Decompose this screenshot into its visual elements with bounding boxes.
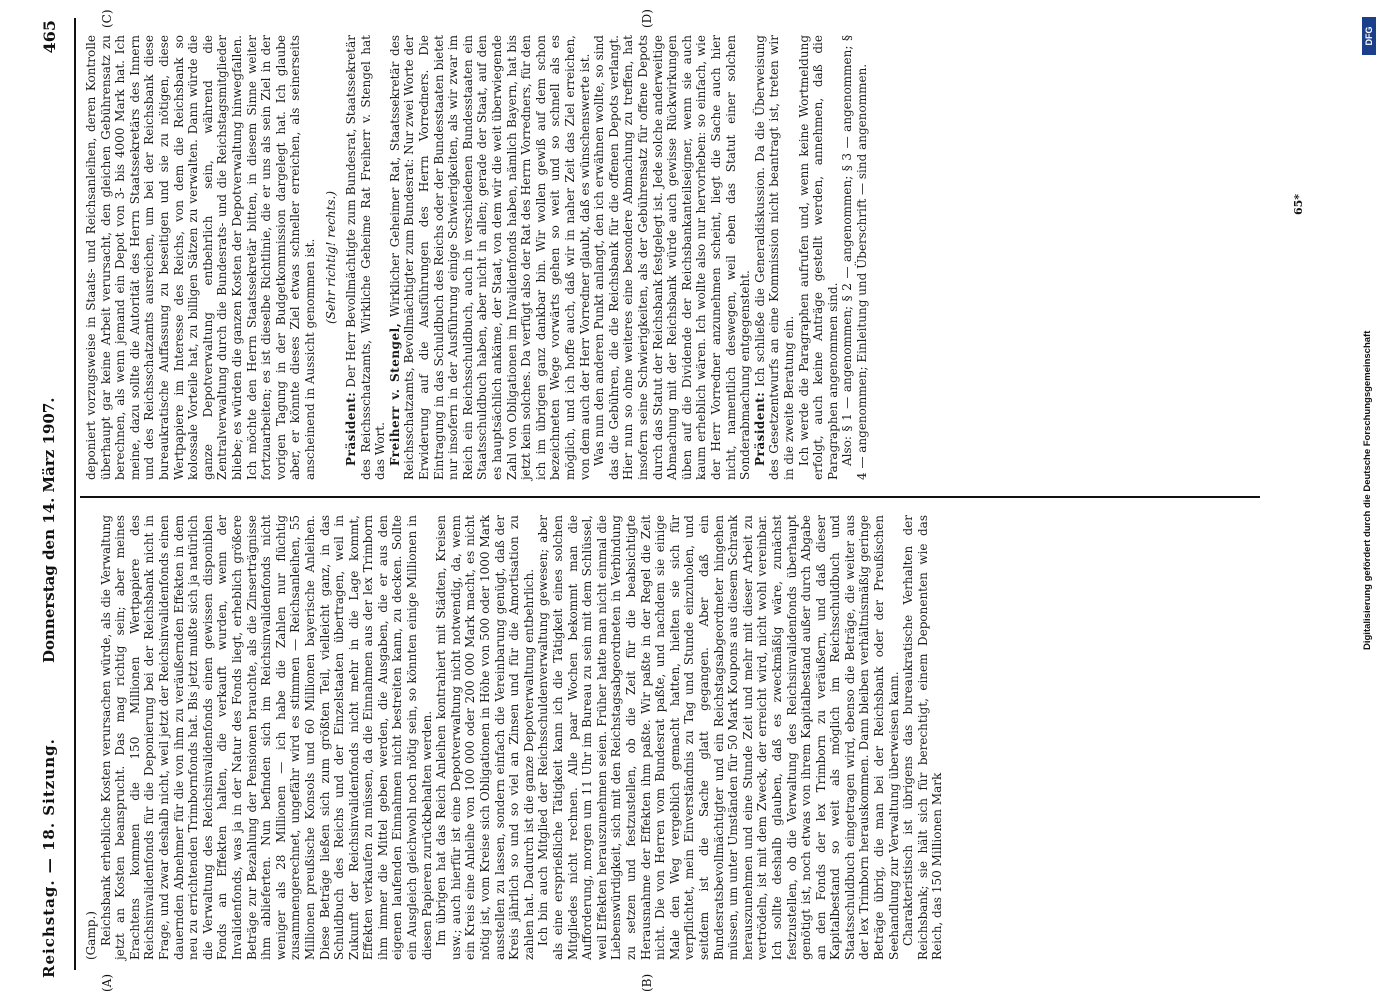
dfg-logo: DFG: [1362, 17, 1376, 55]
marker-b: (B): [640, 973, 654, 992]
header-rule: [74, 18, 76, 970]
marker-d: (D): [640, 9, 654, 28]
left-paragraph-4: Charakteristisch ist übrigens das bureaukratische Verhalten der Reichsbank; sie hält sich für berechtigt, einem Deponenten wie das Reich, das 150 Millionen Mark: [901, 515, 945, 960]
president2-text: Ich schließe die Generaldiskussion. Da die Überweisung des Gesetzentwurfs an eine Kommission nicht beantragt ist, treten wir in die zweite Beratung ein.: [752, 35, 796, 480]
marker-a: (A): [100, 973, 114, 992]
interjection: (Sehr richtig! rechts.): [323, 190, 338, 325]
left-paragraph-3: Ich bin auch Mitglied der Reichsschuldenverwaltung gewesen; aber als eine ersprießliche Tätigkeit kann ich die Tätigkeit eines solchen Mitgliedes nicht rechnen. Alle paar Wochen bekommt man die Aufforderung, morgen um 11 Uhr im Bureau zu sein mit dem Schlüssel, weil Effekten herauszunehmen seien. Früher hatte man nicht einmal die Liebenswürdigkeit, sich mit den Reichstagsabgeordneten in Verbindung zu setzen und festzustellen, ob die Zeit für die beabsichtigte Herausnahme der Effekten ihm paßte. Wir paßte in der Regel die Zeit nicht. Die von Herren vom Bundesrat paßte, und nachdem sie einige Male den Weg vergeblich gemacht hatten, hielten sie sich für verpflichtet, mein Einverständnis zu Tag und Stunde einzuholen, und seitdem ist die Sache glatt gegangen. Aber daß ein Bundesratsbevollmächtigter und ein Reichstagsabgeordneter hingehen müssen, um unter Umständen für 50 Mark Koupons aus diesem Schrank herauszunehmen und eine Stunde Zeit und mehr mit dieser Arbeit zu vertrödeln, ist mit dem Zweck, der erreicht wird, nicht wohl vereinbar. Ich sollte deshalb glauben, daß es zweckmäßig wäre, zunächst festzustellen, ob die Verwaltung des Reichsinvalidenfonds überhaupt genötigt ist, noch etwas von ihrem Kapitalbestand außer durch Abgabe an den Fonds der lex Trimborn zu veräußern, und daß dieser Kapitalbestand so weit als möglich im Reichsschuldbuch und Staatsschuldbuch eingetragen wird, ebenso die Beträge, die weiter aus der lex Trimborn herauskommen. Dann bleiben verhältnismäßig geringe Beträge übrig, die man bei der Reichsbank oder der Preußischen Seehandlung zur Verwaltung überweisen kann.: [536, 515, 901, 960]
left-column: [84, 515, 945, 960]
stengel-text: Wirklicher Geheimer Rat, Staatssekretär des Reichsschatzamts, Bevollmächtigter zum Bundesrat: Nur zwei Worte der Erwiderung auf die Ausführungen des Herrn Vorredners. Die Eintragung in das Schuldbuch des Reichs oder der Bundesstaaten bietet nur insofern in der Ausführung einige Schwierigkeiten, als wir zwar im Reich ein Reichsschuldbuch, auch in verschiedenen Bundesstaaten ein Staatsschuldbuch haben, aber nicht in allen; gerade der Staat, auf den es hauptsächlich ankäme, der Staat, von dem wir die weit überwiegende Zahl von Obligationen im Invalidenfonds haben, nämlich Bayern, hat bis jetzt kein solches. Da verfügt also der Rat des Herrn Vorredners, für den ich im übrigen ganz dankbar bin. Wir wollen gewiß auf dem schon bezeichneten Wege vorwärts gehen so weit und so schnell als es möglich, und ich hoffe auch, daß wir in naher Zeit das Ziel erreichen, von dem auch der Herr Vorredner glaubt, daß es wünschenswerte ist.: [387, 35, 592, 480]
president-label: Präsident:: [344, 391, 359, 466]
president-announcement: [344, 35, 388, 480]
column-divider: [80, 496, 1260, 498]
paragraph-procedure: Ich werde die Paragraphen aufrufen und, wenn keine Wortmeldung erfolgt, auch keine Anträge gestellt werden, annehmen, daß die Paragraphen angenommen sind.: [796, 35, 840, 480]
header-center: Donnerstag den 14. März 1907.: [40, 397, 58, 663]
stengel-label: Freiherr v. Stengel,: [387, 322, 402, 466]
stengel-paragraph-2: Was nun den anderen Punkt anlangt, den ich erwähnen wollte, so sind das die Gebühren, die die Reichsbank für die offenen Depots verlangt. Hier nun so ohne weiteres eine besondere Abmachung zu treffen, hat insofern seine Schwierigkeiten, als der Gebührensatz für offene Depots durch das Statut der Reichsbank festgelegt ist. Jede solche anderweitige Abmachung mit der Reichsbank würde auch gewisse Rückwirkungen üben auf die Dividende der Reichsbankanteilseigner, wenn sie auch kaum erheblich wären. Ich wollte also nur hervorheben: so einfach, wie der Herr Vorredner anzunehmen scheint, liegt die Sache auch hier nicht, namentlich deswegen, weil eben das Statut einer solchen Sonderabmachung entgegensteht.: [592, 35, 753, 480]
stengel-speech: [388, 35, 592, 480]
marker-c: (C): [100, 9, 114, 28]
speaker-tag: (Gamp.): [84, 911, 98, 960]
president2-label: Präsident:: [752, 391, 767, 466]
header-left: Reichstag. — 18. Sitzung.: [40, 738, 58, 978]
side-credit: Digitalisierung gefördert durch die Deutsche Forschungsgemeinschaft: [1362, 330, 1373, 650]
right-paragraph-1: deponiert vorzugsweise in Staats- und Reichsanleihen, deren Kontrolle überhaupt gar keine Arbeit verursacht, den gleichen Gebührensatz zu berechnen, als wenn jemand ein Depot von 3- bis 4000 Mark hat. Ich meine, dazu sollte die Autorität des Herrn Staatssekretärs des Innern und des Reichsschatzamts ausreichen, um bei der Reichsbank diese bureaukratische Auffassung zu beseitigen und sie zu nötigen, diese Wertpapiere im Interesse des Reichs, von dem die Reichsbank so kolossale Vorteile hat, zu billigen Sätzen zu verwalten. Dann würde die ganze Depotverwaltung entbehrlich sein, während die Zentralverwaltung durch die Bundesrats- und die Reichstagsmitglieder bliebe; es würden die ganzen Kosten der Depotverwaltung hinwegfallen. Ich möchte den Herrn Staatssekretär bitten, in diesem Sinne weiter fortzuarbeiten; es ist dieselbe Richtlinie, die er uns als sein Ziel in der vorigen Tagung in der Budgetkommission dargelegt hat. Ich glaube aber, er könnte dieses Ziel etwas schneller erreichen, als seinerseits anscheinend in Aussicht genommen ist.: [84, 35, 317, 480]
footer-mark: 65*: [1292, 193, 1305, 215]
right-column: [84, 35, 869, 480]
paragraph-votes: Also: § 1 — angenommen; § 2 — angenommen; § 3 — angenommen; § 4 — angenommen; Einleitung und Überschrift — sind angenommen.: [840, 35, 869, 480]
page-header: [40, 20, 64, 978]
left-paragraph-1: Reichsbank erhebliche Kosten verursachen würde, als die Verwaltung jetzt an Kosten beansprucht. Das mag richtig sein; aber meines Erachtens kommen die 150 Millionen Wertpapiere des Reichsinvalidenfonds für die Deponierung bei der Reichsbank nicht in Frage, und zwar deshalb nicht, weil jetzt der Reichsinvalidenfonds einen dauernden Abnehmer für die von ihm zu veräußernden Effekten in dem neu zu errichtenden Trimbornfonds hat. Bis jetzt mußte sich ja natürlich die Verwaltung des Reichsinvalidenfonds einen gewissen disponiblen Fonds an Effekten halten, die verkauft wurden, wenn der Invalidenfonds, was ja in der Natur des Fonds liegt, erheblich größere Beträge zur Bezahlung der Pensionen brauchte, als die Zinserträgnisse ihm ablieferten. Nun befinden sich im Reichsinvalidenfonds nicht weniger als 28 Millionen — ich habe die Zahlen nur flüchtig zusammengerechnet, ungefähr wird es stimmen — Reichsanleihen, 55 Millionen preußische Konsols und 60 Millionen bayerische Anleihen. Diese Beträge ließen sich zum größten Teil, vielleicht ganz, in das Schuldbuch des Reichs und der Einzelstaaten übertragen, weil in Zukunft der Reichsinvalidenfonds nicht mehr in die Lage kommt, Effekten verkaufen zu müssen, da die Einnahmen aus der lex Trimborn ihm immer die Mittel geben werden, die Ausgaben, die er aus den eigenen laufenden Einnahmen nicht bestreiten kann, zu decken. Sollte ein Ausgleich gleichwohl noch nötig sein, so könnten einige Millionen in diesen Papieren zurückbehalten werden.: [98, 515, 434, 960]
page-number: 465: [40, 20, 59, 54]
left-paragraph-2: Im übrigen hat das Reich Anleihen kontrahiert mit Städten, Kreisen usw.; auch hierfür ist eine Depotverwaltung nicht notwendig, da, wenn ein Kreis eine Anleihe von 100 000 oder 200 000 Mark macht, es nicht nötig ist, vom Kreise sich Obligationen in Höhe von 500 oder 1000 Mark ausstellen zu lassen, sondern einfach die Vereinbarung genügt, daß der Kreis jährlich so und so viel an Zinsen und für die Amortisation zu zahlen hat. Dadurch ist die ganze Depotverwaltung entbehrlich.: [434, 515, 536, 960]
president-closing: [753, 35, 797, 480]
president-text: Der Herr Bevollmächtigte zum Bundesrat, Staatssekretär des Reichsschatzamts, Wirkliche Geheime Rat Freiherr v. Stengel hat das Wort.: [344, 35, 388, 480]
